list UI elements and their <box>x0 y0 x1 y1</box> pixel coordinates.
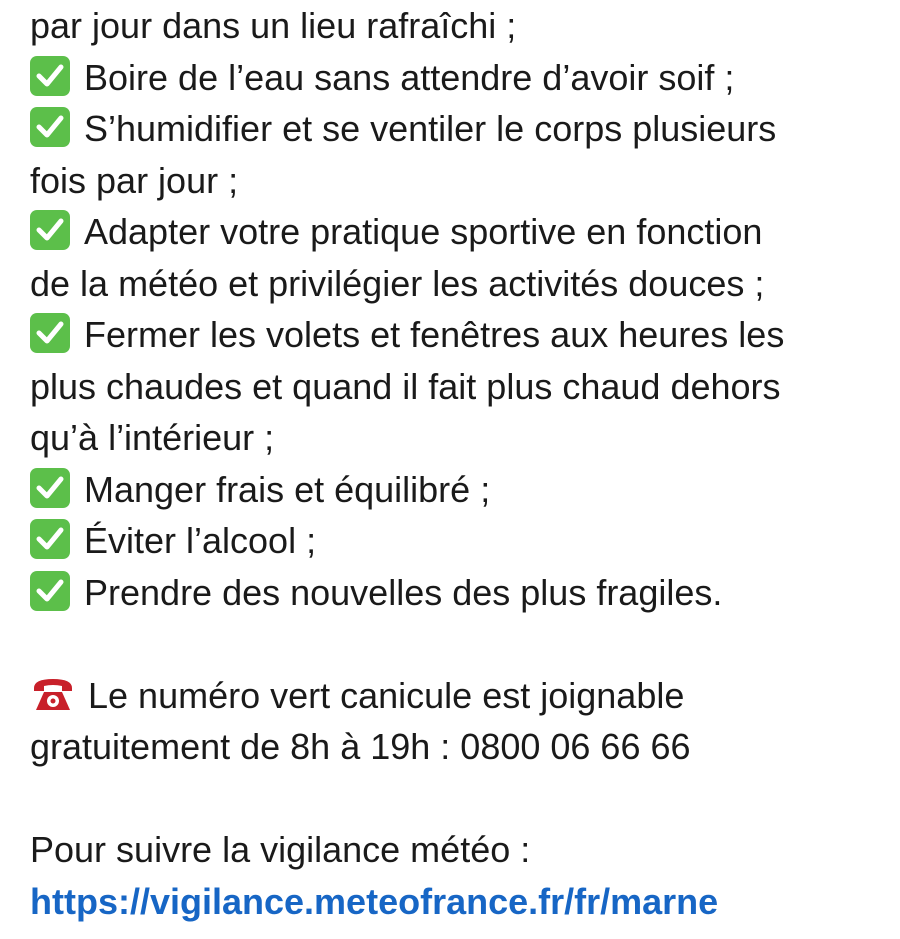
tip-text: Manger frais et équilibré ; <box>84 468 491 510</box>
tip-text: Éviter l’alcool ; <box>84 520 317 561</box>
check-mark-icon <box>30 468 70 508</box>
telephone-icon <box>30 674 76 714</box>
tip-text: S’humidifier et se ventiler le corps plusieurs <box>84 108 777 149</box>
check-mark-icon <box>30 210 70 250</box>
check-mark-icon <box>30 313 70 353</box>
tip-item <box>30 206 880 258</box>
message-body <box>30 0 880 927</box>
vigilance-link[interactable]: https://vigilance.meteofrance.fr/fr/marne <box>30 880 719 922</box>
check-mark-icon <box>30 56 70 96</box>
blank-line <box>30 773 880 825</box>
hotline-line <box>30 670 880 722</box>
tip-item <box>30 515 880 567</box>
tip-text-continuation: plus chaudes et quand il fait plus chaud dehors <box>30 365 781 407</box>
tip-text: Boire de l’eau sans attendre d’avoir soif ; <box>84 56 735 98</box>
check-mark-icon <box>30 107 70 147</box>
tip-text-continuation: de la météo et privilégier les activités douces ; <box>30 262 765 304</box>
tip-item <box>30 464 880 516</box>
check-mark-icon <box>30 571 70 611</box>
tip-text-continuation: qu’à l’intérieur ; <box>30 417 275 458</box>
hotline-text-continuation: gratuitement de 8h à 19h : 0800 06 66 66 <box>30 726 691 767</box>
tip-item <box>30 309 880 361</box>
blank-line <box>30 618 880 670</box>
tip-text: Adapter votre pratique sportive en fonction <box>84 211 763 252</box>
tip-item <box>30 567 880 619</box>
vigilance-label: Pour suivre la vigilance météo : <box>30 829 531 870</box>
tip-text-continuation: fois par jour ; <box>30 159 239 201</box>
vigilance-link-line <box>30 876 880 928</box>
check-mark-icon <box>30 519 70 559</box>
hotline-text: Le numéro vert canicule est joignable <box>88 674 685 716</box>
tip-item <box>30 103 880 155</box>
intro-tail-line: par jour dans un lieu rafraîchi ; <box>30 5 517 46</box>
tip-text: Fermer les volets et fenêtres aux heures les <box>84 314 785 355</box>
tip-item <box>30 52 880 104</box>
tip-text: Prendre des nouvelles des plus fragiles. <box>84 571 723 613</box>
